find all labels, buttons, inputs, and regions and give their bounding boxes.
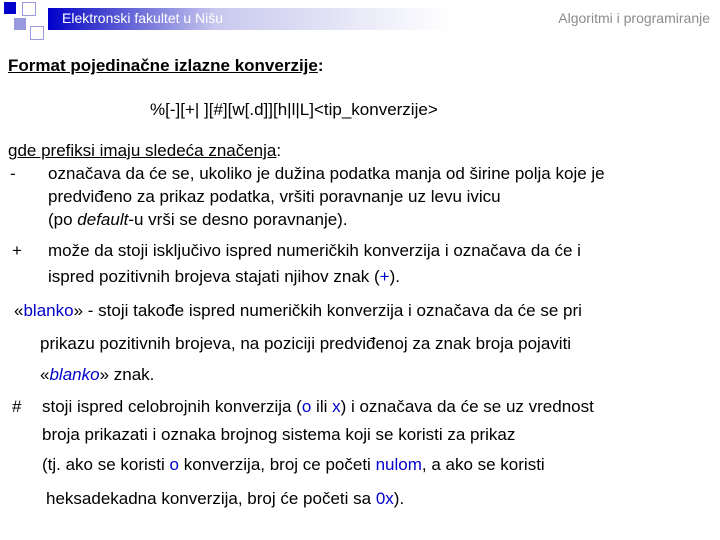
- plus-line-2-post: ).: [389, 267, 400, 286]
- hash-line-3-b: konverzija, broj ce početi: [179, 455, 376, 474]
- hash-line-4-b: ).: [393, 489, 405, 508]
- format-formula: %[-][+| ][#][w[.d]][h|l|L]<tip_konverzije>: [150, 100, 438, 119]
- intro-line: [8, 140, 281, 162]
- hash-line-1-b: ili: [311, 397, 333, 416]
- slide-title-colon: :: [317, 56, 324, 75]
- slide-title-text: Format pojedinačne izlazne konverzije: [8, 56, 318, 75]
- hash-o-2: o: [169, 455, 180, 474]
- header-left-title: Elektronski fakultet u Nišu: [62, 10, 224, 26]
- plus-line-1: može da stoji isključivo ispred numeričkih konverzija i označava da će i: [48, 241, 581, 260]
- plus-marker: +: [12, 241, 22, 260]
- minus-marker: -: [10, 164, 16, 183]
- blanko-open-quote-2: «: [40, 365, 50, 384]
- plus-line-2-pre: ispred pozitivnih brojeva stajati njihov znak (: [48, 267, 380, 286]
- hash-line-1-a: stoji ispred celobrojnih konverzija (: [42, 397, 302, 416]
- minus-line-3: [48, 209, 348, 231]
- logo-square-2: [22, 2, 36, 16]
- minus-line-3-post: -u vrši se desno poravnanje).: [128, 210, 348, 229]
- intro-colon: :: [276, 141, 282, 160]
- blanko-open-quote: «: [14, 301, 24, 320]
- hash-line-1: [42, 396, 594, 418]
- blanko-line-2: prikazu pozitivnih brojeva, na poziciji predviđenoj za znak broja pojaviti: [40, 334, 572, 353]
- blanko-word: blanko: [23, 301, 74, 320]
- slide-title: [8, 56, 324, 76]
- hash-line-3-a: (tj. ako se koristi: [42, 455, 170, 474]
- hash-0x: 0x: [375, 489, 394, 508]
- logo-square-4: [30, 26, 44, 40]
- logo-square-1: [4, 2, 16, 14]
- minus-line-3-pre: (po: [48, 210, 78, 229]
- minus-line-1: označava da će se, ukoliko je dužina podatka manja od širine polja koje je: [48, 164, 605, 183]
- blanko-word-2: blanko: [49, 365, 100, 384]
- intro-text: gde prefiksi imaju sledeća značenja: [8, 141, 277, 160]
- plus-symbol: +: [379, 267, 390, 286]
- blanko-line-1: [14, 300, 582, 322]
- minus-line-2: predviđeno za prikaz podatka, vršiti poravnanje uz levu ivicu: [48, 187, 501, 206]
- hash-nulom: nulom: [375, 455, 422, 474]
- header-bar: [0, 0, 720, 40]
- hash-line-4-a: heksadekadna konverzija, broj će početi sa: [46, 489, 376, 508]
- hash-marker: #: [12, 397, 22, 416]
- blanko-line-3-post: » znak.: [99, 365, 155, 384]
- minus-line-3-default: default: [77, 210, 129, 229]
- header-right-title: Algoritmi i programiranje: [558, 10, 710, 26]
- hash-o: o: [301, 397, 312, 416]
- hash-line-4: [46, 488, 404, 510]
- hash-line-3-c: , a ako se koristi: [421, 455, 545, 474]
- hash-line-3: [42, 454, 545, 476]
- logo-square-3: [14, 18, 26, 30]
- hash-line-2: broja prikazati i oznaka brojnog sistema koji se koristi za prikaz: [42, 425, 516, 444]
- hash-line-1-c: ) i označava da će se uz vrednost: [340, 397, 594, 416]
- plus-line-2: [48, 266, 400, 288]
- blanko-line-1-post: » - stoji takođe ispred numeričkih konverzija i označava da će se pri: [73, 301, 582, 320]
- blanko-line-3: [40, 364, 154, 386]
- hash-x: x: [332, 397, 341, 416]
